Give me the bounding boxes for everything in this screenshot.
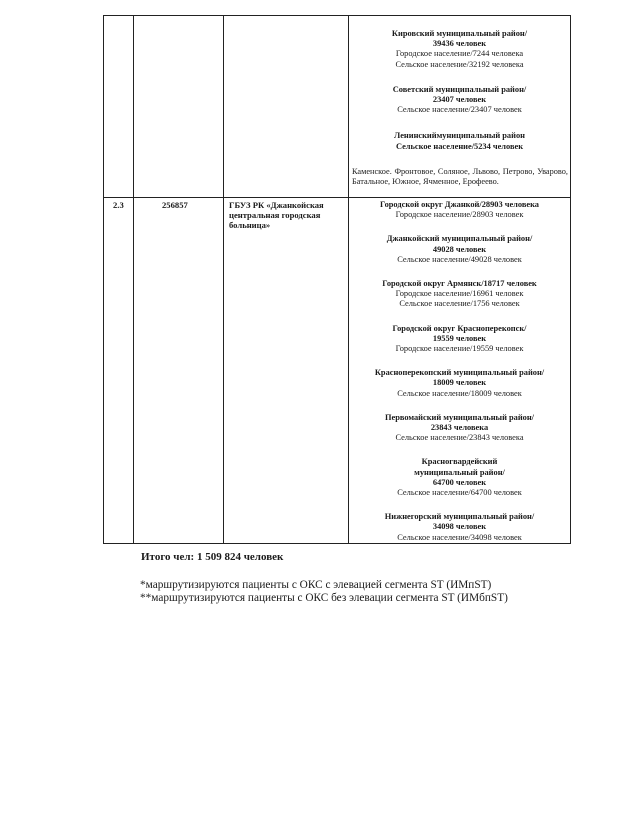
district-name: 23843 человека: [430, 423, 489, 433]
villages-text: Каменское. Фронтовое, Соляное, Львово, Петрово, Уварово, Батальное, Южное, Ячменное, Ерофеево.: [352, 166, 568, 187]
population-line: Сельское население/23843 человека: [395, 433, 524, 443]
districts-list: [349, 198, 570, 543]
routing-table: [103, 15, 571, 544]
table-row: [104, 16, 571, 198]
population-line: Сельское население/64700 человек: [397, 488, 522, 498]
district-name: 49028 человек: [432, 244, 487, 254]
district-block: [351, 279, 568, 310]
district-block: [351, 131, 568, 151]
district-name: Джанкойский муниципальный район/: [386, 234, 533, 244]
district-name: 18009 человек: [432, 378, 487, 388]
table-row: [104, 198, 571, 544]
district-name: Сельское население/5234 человек: [395, 141, 524, 151]
population-count: 256857: [134, 198, 224, 544]
district-block: [351, 234, 568, 265]
district-name: 64700 человек: [432, 477, 487, 487]
district-name: 39436 человек: [432, 39, 487, 49]
districts-cell: [349, 198, 571, 544]
empty-cell: [134, 16, 224, 198]
population-line: Сельское население/49028 человек: [397, 254, 522, 264]
district-name: муниципальный район/: [414, 467, 505, 477]
district-name: Красногвардейский: [421, 457, 498, 467]
district-block: [351, 324, 568, 355]
population-line: Сельское население/23407 человек: [397, 105, 522, 115]
footnote: *маршрутизируются пациенты с ОКС с элевацией сегмента ST (ИМпST): [140, 579, 492, 591]
row-number: 2.3: [104, 198, 134, 544]
district-name: Ленинскиймуниципальный район: [394, 131, 525, 141]
district-name: 19559 человек: [432, 333, 487, 343]
districts-cell: [349, 16, 571, 198]
population-line: Городское население/7244 человека: [395, 49, 524, 59]
district-block: [351, 368, 568, 399]
district-name: Красноперекопский муниципальный район/: [374, 368, 545, 378]
organization-name: ГБУЗ РК «Джанкойская центральная городская больница»: [224, 198, 349, 544]
total-line: Итого чел: 1 509 824 человек: [141, 551, 284, 563]
district-name: Первомайский муниципальный район/: [384, 412, 535, 422]
population-line: Городское население/16961 человек: [395, 289, 524, 299]
population-line: Сельское население/1756 человек: [399, 299, 520, 309]
empty-cell: [224, 16, 349, 198]
district-block: [351, 200, 568, 220]
district-block: [351, 457, 568, 498]
empty-cell: [104, 16, 134, 198]
district-name: Советский муниципальный район/: [392, 84, 527, 94]
district-block: [351, 85, 568, 116]
population-line: Сельское население/34098 человек: [397, 532, 522, 542]
district-name: Городской округ Красноперекопск/: [392, 323, 527, 333]
districts-list: [349, 16, 570, 152]
district-name: 34098 человек: [432, 522, 487, 532]
population-line: Сельское население/32192 человека: [395, 59, 524, 69]
district-name: 23407 человек: [432, 95, 487, 105]
footnote: **маршрутизируются пациенты с ОКС без элевации сегмента ST (ИМбпST): [140, 592, 508, 604]
district-name: Городской округ Джанкой/28903 человека: [380, 200, 539, 209]
district-name: Нижнегорский муниципальный район/: [384, 512, 535, 522]
population-line: Сельское население/18009 человек: [397, 388, 522, 398]
population-line: Городское население/28903 человек: [395, 210, 524, 220]
district-block: [351, 413, 568, 444]
population-line: Городское население/19559 человек: [395, 344, 524, 354]
district-block: [351, 512, 568, 543]
district-name: Кировский муниципальный район/: [391, 29, 528, 38]
district-block: [351, 29, 568, 70]
district-name: Городской округ Армянск/18717 человек: [382, 279, 537, 289]
